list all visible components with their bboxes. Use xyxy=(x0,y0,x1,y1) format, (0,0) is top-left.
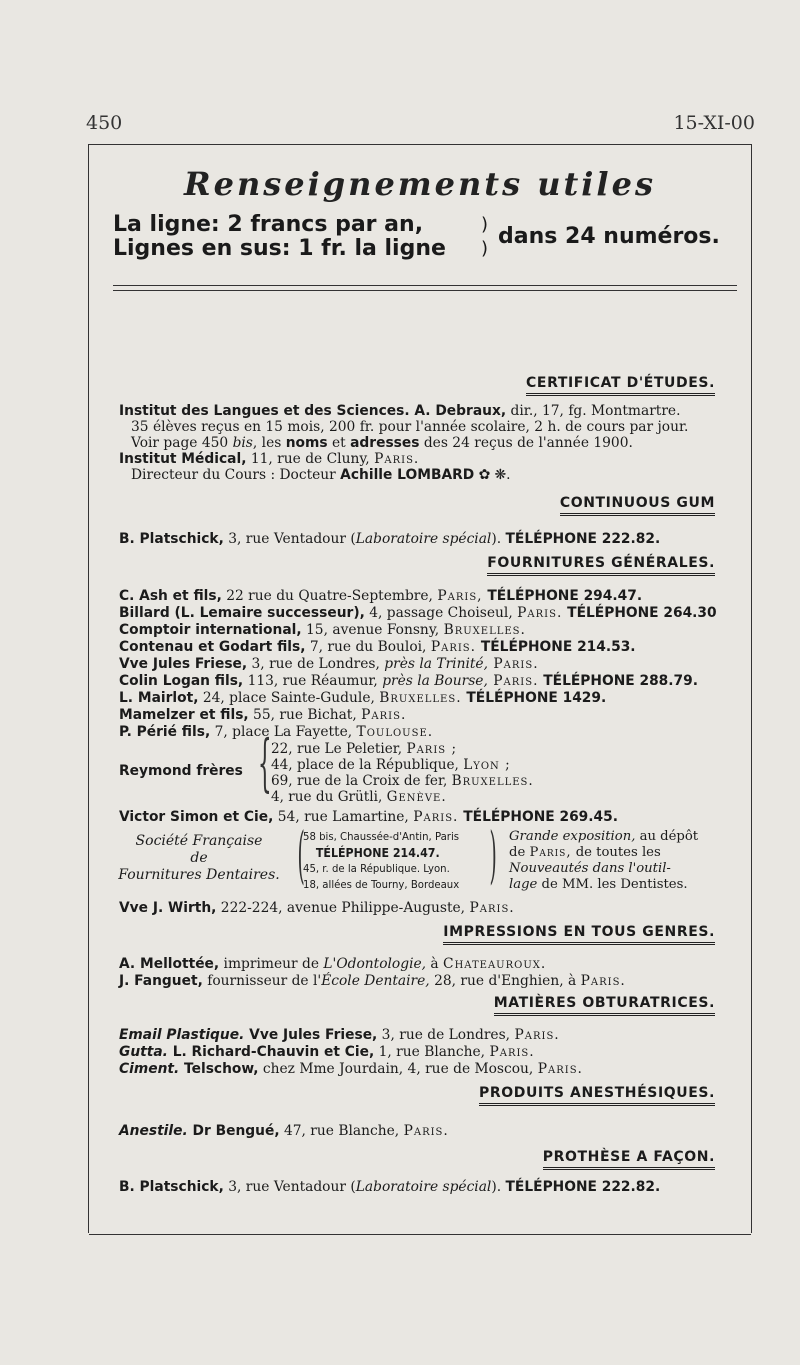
section-impressions: IMPRESSIONS EN TOUS GENRES. xyxy=(443,924,715,945)
societe-exposition: Grande exposition, au dépôt de Paris, de toutes les Nouveautés dans l'outil- lage de MM. les Dentistes. xyxy=(509,829,699,892)
page-title: Renseignements utiles xyxy=(184,165,656,203)
list-item: Gutta. L. Richard-Chauvin et Cie, 1, rue Blanche, Paris. xyxy=(119,1044,535,1060)
list-item: J. Fanguet, fournisseur de l'École Dentaire, 28, rue d'Enghien, à Paris. xyxy=(119,973,626,989)
issue-date: 15-XI-00 xyxy=(673,112,755,134)
brace-icon: { xyxy=(257,726,272,799)
list-item: Voir page 450 bis, les noms et adresses des 24 reçus de l'année 1900. xyxy=(131,435,633,451)
list-item: B. Platschick, 3, rue Ventadour (Laboratoire spécial). TÉLÉPHONE 222.82. xyxy=(119,531,661,547)
list-item: P. Périé fils, 7, place La Fayette, Toulouse. xyxy=(119,724,434,740)
list-item: C. Ash et fils, 22 rue du Quatre-Septembre, Paris, TÉLÉPHONE 294.47. xyxy=(119,588,643,604)
section-prothese: PROTHÈSE A FAÇON. xyxy=(543,1149,715,1170)
societe-name: Société Française de Fournitures Dentaires. xyxy=(118,833,280,883)
list-item: Contenau et Godart fils, 7, rue du Bouloi, Paris. TÉLÉPHONE 214.53. xyxy=(119,639,636,655)
list-item: Institut Médical, 11, rue de Cluny, Paris. xyxy=(119,451,420,467)
list-item: L. Mairlot, 24, place Sainte-Gudule, Bruxelles. TÉLÉPHONE 1429. xyxy=(119,690,607,706)
advertisement-frame xyxy=(88,144,752,1233)
section-fournitures: FOURNITURES GÉNÉRALES. xyxy=(487,555,715,576)
brace-icon: ) xyxy=(489,818,497,891)
rate-line-2: Lignes en sus: 1 fr. la ligne xyxy=(113,236,446,261)
list-item: Billard (L. Lemaire successeur), 4, passage Choiseul, Paris. TÉLÉPHONE 264.30 xyxy=(119,605,717,621)
reymond-name: Reymond frères xyxy=(119,763,243,779)
list-item: Directeur du Cours : Docteur Achille LOMBARD ✿ ❋. xyxy=(131,467,511,483)
section-produits: PRODUITS ANESTHÉSIQUES. xyxy=(479,1085,715,1106)
section-matieres: MATIÈRES OBTURATRICES. xyxy=(494,995,715,1016)
list-item: Anestile. Dr Bengué, 47, rue Blanche, Paris. xyxy=(119,1123,449,1139)
societe-addresses: 58 bis, Chaussée-d'Antin, Paris TÉLÉPHONE 214.47. 45, r. de la République. Lyon. 18, allées de Tourny, Bordeaux xyxy=(303,830,460,891)
list-item: Mamelzer et fils, 55, rue Bichat, Paris. xyxy=(119,707,407,723)
list-item: B. Platschick, 3, rue Ventadour (Laboratoire spécial). TÉLÉPHONE 222.82. xyxy=(119,1179,661,1195)
brace-icon: ( xyxy=(297,818,305,891)
list-item: Vve Jules Friese, 3, rue de Londres, près la Trinité, Paris. xyxy=(119,656,539,672)
rates-block xyxy=(113,212,720,261)
rate-tail: dans 24 numéros. xyxy=(498,224,720,249)
list-item: Victor Simon et Cie, 54, rue Lamartine, Paris. TÉLÉPHONE 269.45. xyxy=(119,809,618,825)
section-certificat: CERTIFICAT D'ÉTUDES. xyxy=(526,375,715,396)
section-continuous-gum: CONTINUOUS GUM xyxy=(560,495,715,516)
list-item: Ciment. Telschow, chez Mme Jourdain, 4, rue de Moscou, Paris. xyxy=(119,1061,583,1077)
reymond-addresses: 22, rue Le Peletier, Paris ; 44, place de la République, Lyon ; 69, rue de la Croix de fer, Bruxelles. 4, rue du Grütli, Genève. xyxy=(271,741,534,805)
list-item: Vve J. Wirth, 222-224, avenue Philippe-Auguste, Paris. xyxy=(119,900,515,916)
list-item: Institut des Langues et des Sciences. A. Debraux, dir., 17, fg. Montmartre. xyxy=(119,403,681,419)
list-item: Colin Logan fils, 113, rue Réaumur, près la Bourse, Paris. TÉLÉPHONE 288.79. xyxy=(119,673,698,689)
brace-icon: ) ) xyxy=(481,214,489,259)
page-number: 450 xyxy=(86,112,123,134)
list-item: Email Plastique. Vve Jules Friese, 3, rue de Londres, Paris. xyxy=(119,1027,560,1043)
list-item: Comptoir international, 15, avenue Fonsny, Bruxelles. xyxy=(119,622,526,638)
list-item: 35 élèves reçus en 15 mois, 200 fr. pour l'année scolaire, 2 h. de cours par jour. xyxy=(131,419,689,435)
list-item: A. Mellottée, imprimeur de L'Odontologie, à Chateauroux. xyxy=(119,956,547,972)
divider xyxy=(113,285,737,291)
rate-line-1: La ligne: 2 francs par an, xyxy=(113,212,424,237)
